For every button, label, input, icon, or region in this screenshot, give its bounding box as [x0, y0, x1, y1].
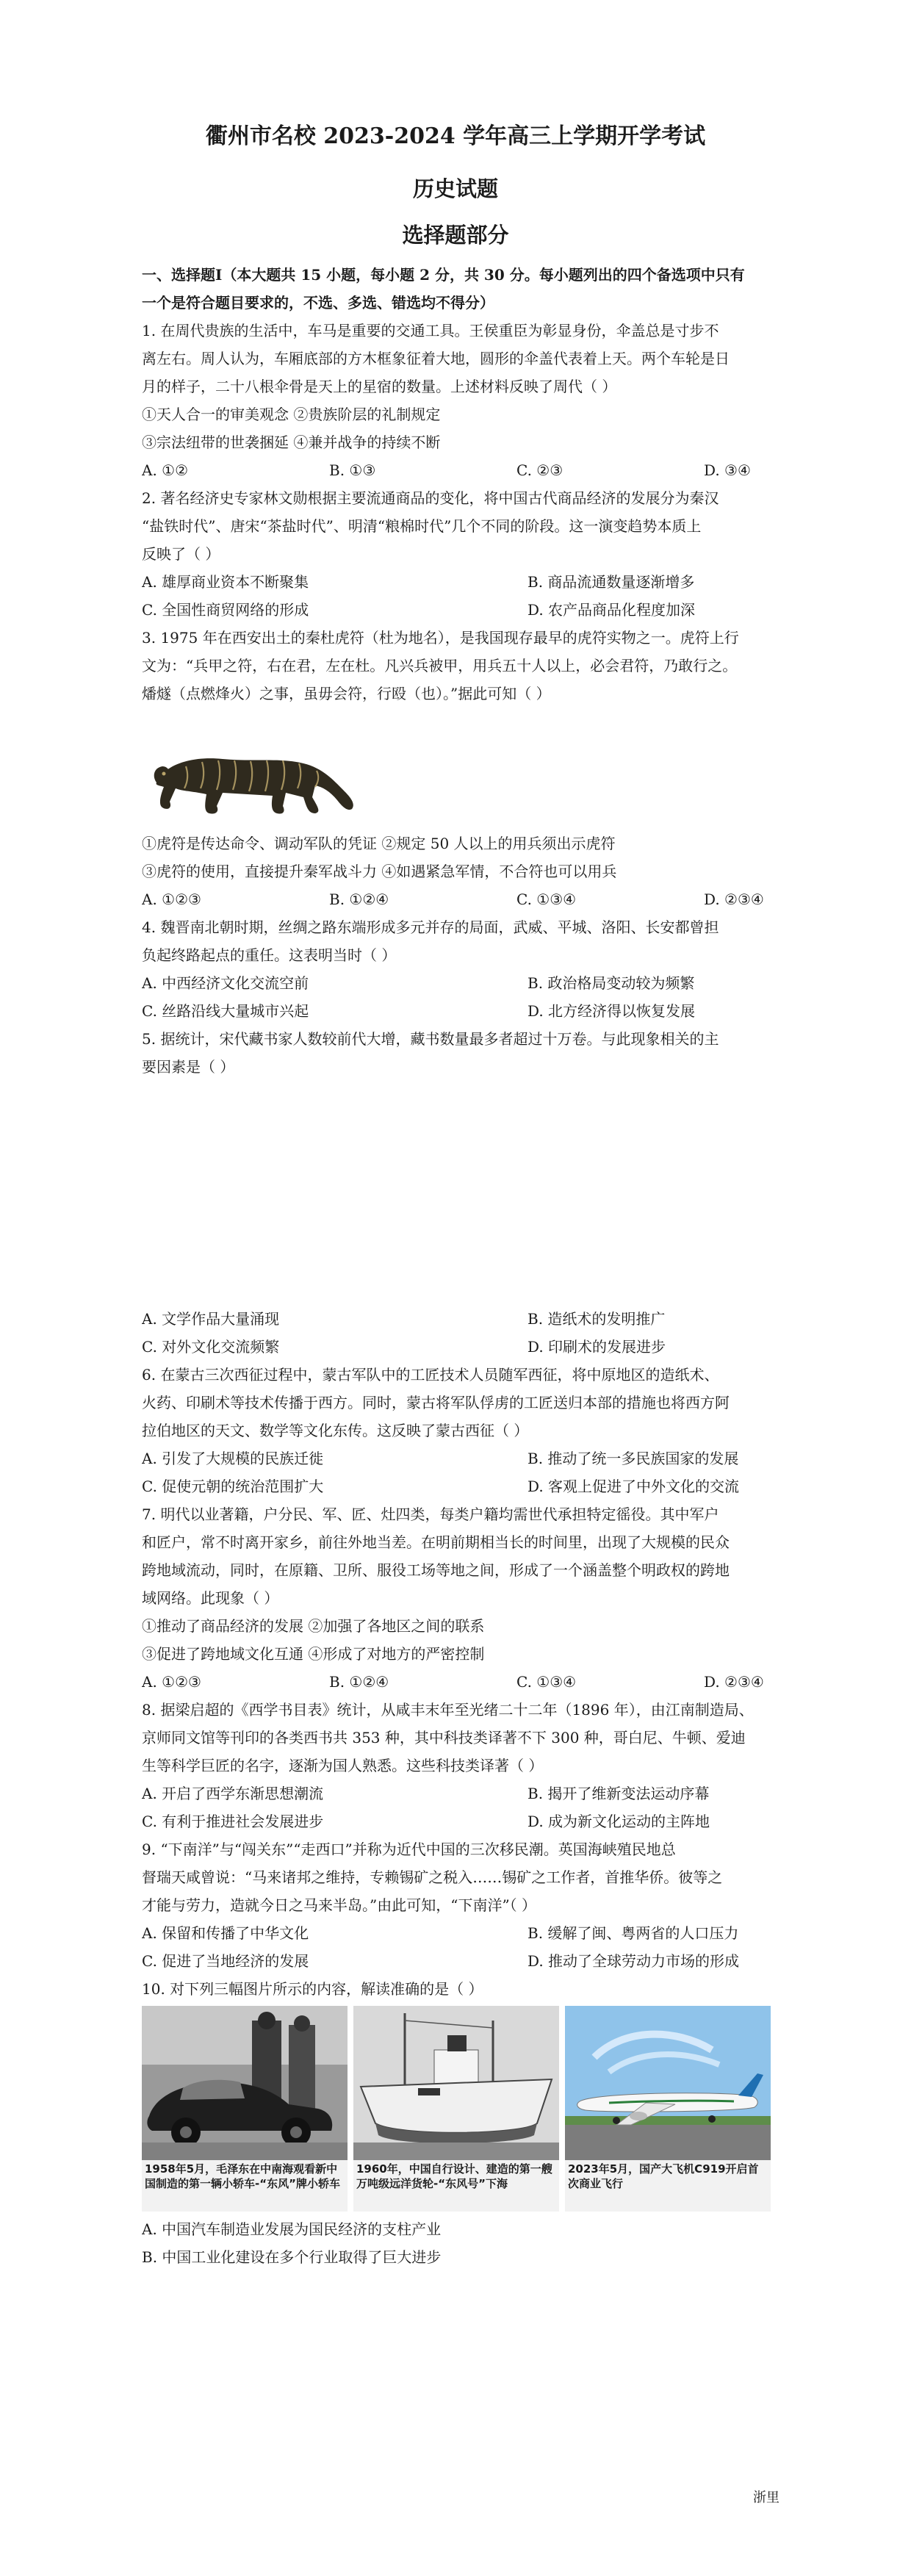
tiger-tally-illustration	[142, 715, 362, 825]
plane-photo-illustration	[565, 2006, 771, 2160]
option-b[interactable]: B. 商品流通数量逐渐增多	[527, 573, 695, 591]
option-row	[142, 1780, 781, 1807]
option-b[interactable]: B. ①②④	[329, 1673, 389, 1691]
question-stem-line: 生等科学巨匠的名字，逐渐为国人熟悉。这些科技类译著（ ）	[142, 1757, 544, 1774]
option-b[interactable]: B. 造纸术的发明推广	[527, 1310, 666, 1328]
option-d[interactable]: D. ②③④	[704, 891, 764, 908]
question-stem-line: 督瑞天咸曾说：“马来诸邦之维持，专赖锡矿之税入……锡矿之工作者，首推华侨。彼等之	[142, 1868, 723, 1886]
question-stem-line: 6. 在蒙古三次西征过程中，蒙古军队中的工匠技术人员随军西征，将中原地区的造纸术、	[142, 1366, 719, 1384]
question-stem-line: 7. 明代以业著籍，户分民、军、匠、灶四类，每类户籍均需世代承担特定徭役。其中军户	[142, 1505, 719, 1523]
option-c[interactable]: C. 有利于推进社会发展进步	[142, 1813, 324, 1830]
question-stem-line: 4. 魏晋南北朝时期，丝绸之路东端形成多元并存的局面，武威、平城、洛阳、长安都曾担	[142, 918, 719, 936]
question-item-line: ③促进了跨地域文化互通 ④形成了对地方的严密控制	[142, 1645, 485, 1663]
question-5	[142, 1025, 781, 1361]
photo-caption: 1958年5月，毛泽东在中南海观看新中国制造的第一辆小轿车-“东风”牌小轿车	[142, 2160, 348, 2212]
photo-row	[142, 2006, 781, 2215]
car-photo-illustration	[142, 2006, 348, 2160]
photo-plane	[565, 2006, 771, 2215]
ship-photo-illustration	[353, 2006, 559, 2160]
option-row	[142, 568, 781, 596]
question-8	[142, 1696, 781, 1835]
question-stem-line: 离左右。周人认为，车厢底部的方木框象征着大地，圆形的伞盖代表着上天。两个车轮是日	[142, 350, 730, 367]
question-9	[142, 1835, 781, 1975]
question-7	[142, 1500, 781, 1696]
option-d[interactable]: D. ③④	[704, 461, 751, 479]
question-stem-line: 3. 1975 年在西安出土的秦杜虎符（杜为地名），是我国现存最早的虎符实物之一。虎符上行	[142, 629, 739, 647]
option-row	[142, 1305, 781, 1333]
question-stem-line: “盐铁时代”、唐宋“茶盐时代”、明清“粮棉时代”几个不同的阶段。这一演变趋势本质上	[142, 517, 702, 535]
question-item-line: ①虎符是传达命令、调动军队的凭证 ②规定 50 人以上的用兵须出示虎符	[142, 835, 616, 852]
question-stem-line: 域网络。此现象（ ）	[142, 1589, 279, 1607]
option-d[interactable]: D. 成为新文化运动的主阵地	[527, 1813, 710, 1830]
option-b[interactable]: B. 推动了统一多民族国家的发展	[527, 1450, 739, 1467]
tiger-tally-image	[142, 715, 781, 825]
question-2	[142, 484, 781, 624]
question-stem-line: 10. 对下列三幅图片所示的内容，解读准确的是（ ）	[142, 1980, 483, 1998]
photo-ship	[353, 2006, 559, 2215]
option-b[interactable]: B. 政治格局变动较为频繁	[527, 974, 695, 992]
option-row	[142, 1668, 781, 1696]
option-c[interactable]: C. 促使元朝的统治范围扩大	[142, 1478, 324, 1495]
option-d[interactable]: D. ②③④	[704, 1673, 764, 1691]
option-row	[142, 1472, 781, 1500]
section-instruction-line: 一、选择题Ⅰ（本大题共 15 小题，每小题 2 分，共 30 分。每小题列出的四个备选项中只有	[142, 266, 745, 284]
question-1	[142, 317, 781, 484]
exam-content	[142, 261, 781, 2271]
option-c[interactable]: C. 对外文化交流频繁	[142, 1338, 280, 1356]
question-4	[142, 913, 781, 1025]
part-title: 选择题部分	[402, 223, 509, 248]
option-b[interactable]: B. ①②④	[329, 891, 389, 908]
option-c[interactable]: C. ②③	[516, 461, 563, 479]
option-a[interactable]: A. ①②③	[142, 1673, 201, 1691]
option-c[interactable]: C. ①③④	[516, 1673, 577, 1691]
option-row	[142, 885, 781, 913]
option-d[interactable]: D. 农产品商品化程度加深	[527, 601, 696, 619]
question-stem-line: 和匠户，常不时离开家乡，前往外地当差。在明前期相当长的时间里，出现了大规模的民众	[142, 1533, 730, 1551]
option-d[interactable]: D. 推动了全球劳动力市场的形成	[527, 1952, 740, 1970]
option-row	[142, 997, 781, 1025]
option-a[interactable]: A. 引发了大规模的民族迁徙	[142, 1450, 324, 1467]
footer-region: 浙里	[753, 2490, 779, 2505]
option-a[interactable]: A. 中国汽车制造业发展为国民经济的支柱产业	[142, 2220, 442, 2238]
option-row	[142, 1919, 781, 1947]
option-a[interactable]: A. ①②	[142, 461, 189, 479]
option-d[interactable]: D. 北方经济得以恢复发展	[527, 1002, 696, 1020]
option-b[interactable]: B. 中国工业化建设在多个行业取得了巨大进步	[142, 2248, 442, 2266]
option-d[interactable]: D. 客观上促进了中外文化的交流	[527, 1478, 740, 1495]
question-stem-line: 才能与劳力，造就今日之马来半岛。”由此可知，“下南洋”（ ）	[142, 1896, 537, 1914]
option-c[interactable]: C. 全国性商贸网络的形成	[142, 601, 309, 619]
question-stem-line: 跨地域流动，同时，在原籍、卫所、服役工场等地之间，形成了一个涵盖整个明政权的跨地	[142, 1561, 730, 1579]
question-6	[142, 1361, 781, 1500]
section-instruction-line: 一个是符合题目要求的，不选、多选、错选均不得分）	[142, 294, 494, 312]
question-3	[142, 624, 781, 913]
question-stem-line: 京师同文馆等刊印的各类西书共 353 种，其中科技类译著不下 300 种，哥白尼、牛顿、爱迪	[142, 1729, 746, 1746]
question-stem-line: 拉伯地区的天文、数学等文化东传。这反映了蒙古西征（ ）	[142, 1422, 529, 1439]
subject-title: 历史试题	[412, 176, 498, 201]
question-stem-line: 反映了（ ）	[142, 545, 220, 563]
option-a[interactable]: A. ①②③	[142, 891, 201, 908]
option-c[interactable]: C. 丝路沿线大量城市兴起	[142, 1002, 309, 1020]
question-stem-line: 文为：“兵甲之符，右在君，左在杜。凡兴兵被甲，用兵五十人以上，必会君符，乃敢行之。	[142, 657, 738, 674]
option-row	[142, 1807, 781, 1835]
question-item-line: ③虎符的使用，直接提升秦军战斗力 ④如遇紧急军情，不合符也可以用兵	[142, 863, 617, 880]
option-c[interactable]: C. 促进了当地经济的发展	[142, 1952, 309, 1970]
question-item-line: ③宗法纽带的世袭捆延 ④兼并战争的持续不断	[142, 433, 441, 451]
question-stem-line: 月的样子，二十八根伞骨是天上的星宿的数量。上述材料反映了周代（ ）	[142, 378, 617, 395]
question-stem-line: 燔燧（点燃烽火）之事，虽毋会符，行殴（也）。”据此可知（ ）	[142, 685, 551, 702]
option-d[interactable]: D. 印刷术的发展进步	[527, 1338, 666, 1356]
option-b[interactable]: B. 揭开了维新变法运动序幕	[527, 1785, 710, 1802]
exam-title: 衢州市名校 2023-2024 学年高三上学期开学考试	[205, 123, 706, 149]
option-row	[142, 1444, 781, 1472]
option-b[interactable]: B. ①③	[329, 461, 376, 479]
option-row	[142, 456, 781, 484]
option-b[interactable]: B. 缓解了闽、粤两省的人口压力	[527, 1924, 739, 1942]
question-item-line: ①天人合一的审美观念 ②贵族阶层的礼制规定	[142, 406, 441, 423]
option-c[interactable]: C. ①③④	[516, 891, 577, 908]
question-stem-line: 负起终路起点的重任。这表明当时（ ）	[142, 946, 397, 964]
question-stem-line: 9. “下南洋”与“闯关东”“走西口”并称为近代中国的三次移民潮。英国海峡殖民地总	[142, 1841, 676, 1858]
option-row	[142, 1333, 781, 1361]
option-a[interactable]: A. 中西经济文化交流空前	[142, 974, 309, 992]
question-stem-line: 2. 著名经济史专家林文勋根据主要流通商品的变化，将中国古代商品经济的发展分为秦汉	[142, 489, 719, 507]
question-stem-line: 8. 据梁启超的《西学书目表》统计，从咸丰末年至光绪二十二年（1896 年），由江南制造局、	[142, 1701, 754, 1719]
option-row	[142, 969, 781, 997]
question-10	[142, 1975, 781, 2271]
question-stem-line: 火药、印刷术等技术传播于西方。同时，蒙古将军队俘虏的工匠送归本部的措施也将西方阿	[142, 1394, 730, 1411]
photo-car	[142, 2006, 348, 2215]
question-stem-line: 1. 在周代贵族的生活中，车马是重要的交通工具。王侯重臣为彰显身份，伞盖总是寸步不	[142, 322, 719, 339]
option-a[interactable]: A. 雄厚商业资本不断聚集	[142, 573, 309, 591]
option-a[interactable]: A. 开启了西学东渐思想潮流	[142, 1785, 324, 1802]
question-item-line: ①推动了商品经济的发展 ②加强了各地区之间的联系	[142, 1617, 485, 1635]
question-stem-line: 要因素是（ ）	[142, 1058, 235, 1076]
photo-caption: 2023年5月，国产大飞机C919开启首次商业飞行	[565, 2160, 771, 2212]
question-stem-line: 5. 据统计，宋代藏书家人数较前代大增，藏书数量最多者超过十万卷。与此现象相关的主	[142, 1030, 719, 1048]
blank-space	[142, 1081, 781, 1305]
option-row	[142, 596, 781, 624]
option-row	[142, 1947, 781, 1975]
photo-caption: 1960年，中国自行设计、建造的第一艘万吨级远洋货轮-“东风号”下海	[353, 2160, 559, 2212]
option-a[interactable]: A. 保留和传播了中华文化	[142, 1924, 309, 1942]
option-a[interactable]: A. 文学作品大量涌现	[142, 1310, 280, 1328]
